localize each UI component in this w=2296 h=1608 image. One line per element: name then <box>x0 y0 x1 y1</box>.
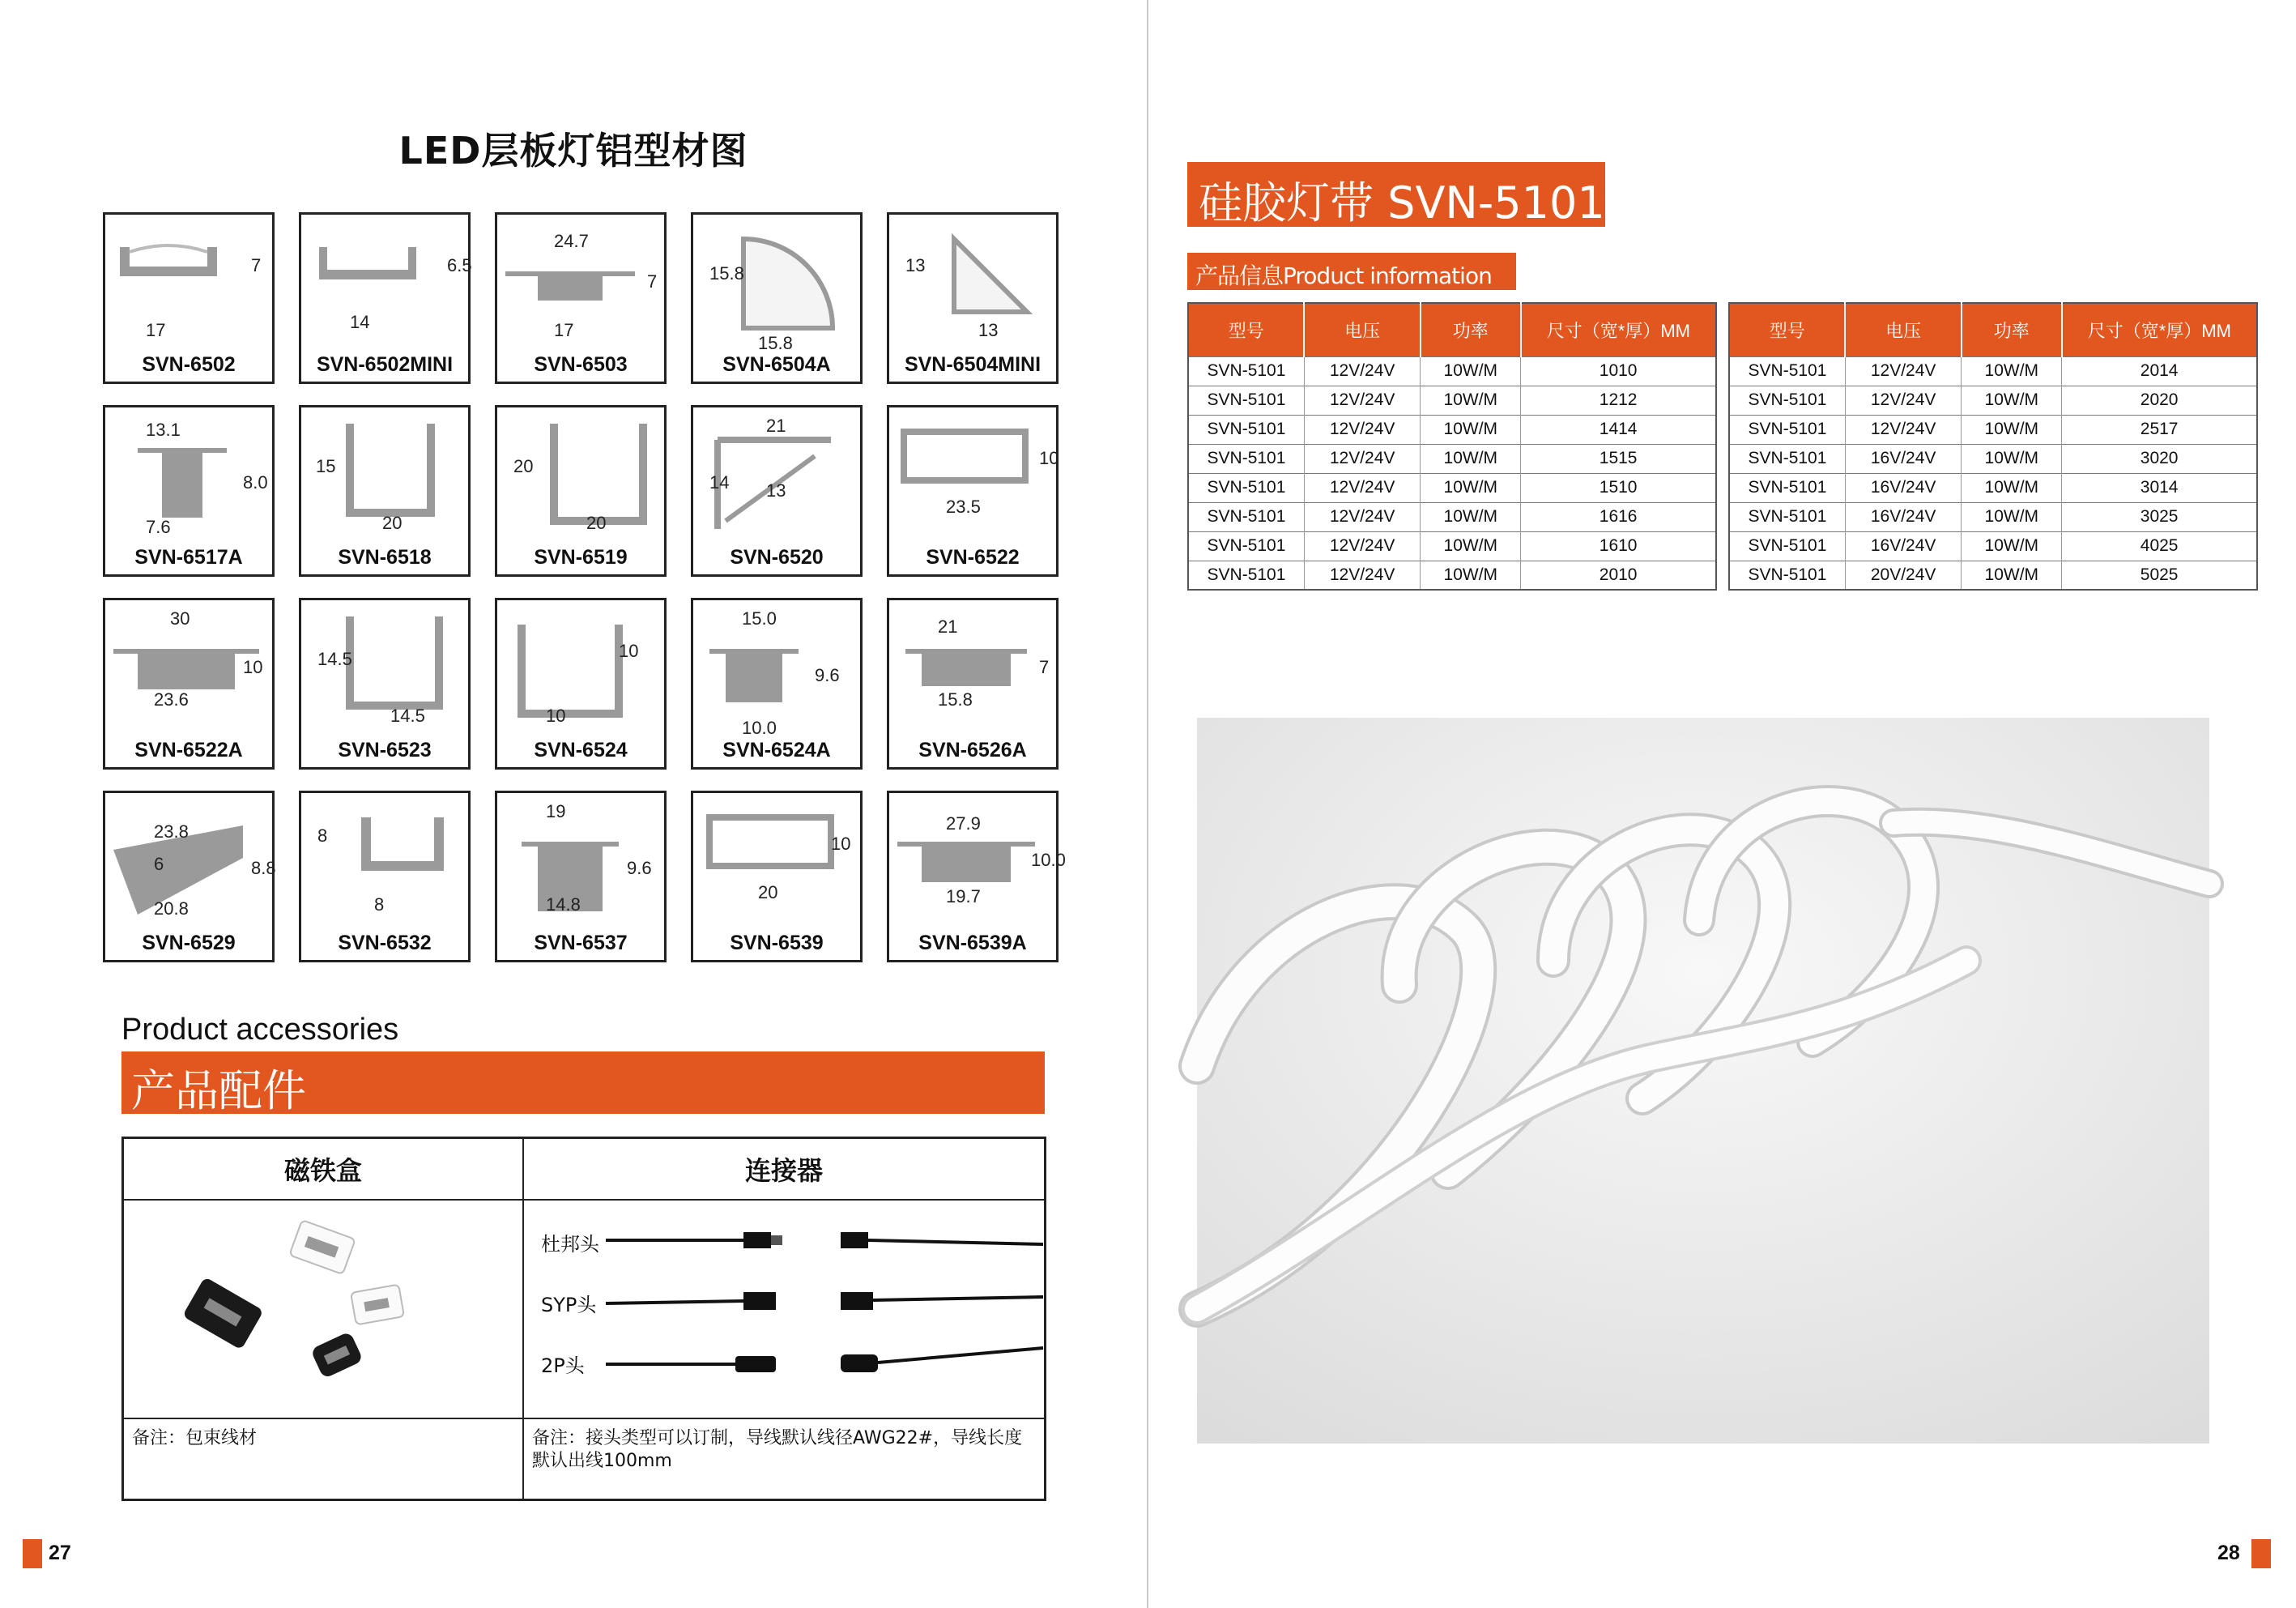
profile-name: SVN-6518 <box>338 546 432 569</box>
table-cell: 10W/M <box>1421 415 1521 444</box>
table-cell: 10W/M <box>1421 502 1521 531</box>
profile-name: SVN-6522A <box>134 739 243 761</box>
dimension-label: 14 <box>350 312 370 332</box>
dimension-label: 15.8 <box>709 263 744 284</box>
table-cell: 12V/24V <box>1845 386 1961 415</box>
connector-note-line2: 默认出线100mm <box>532 1451 672 1471</box>
table-cell: 12V/24V <box>1304 415 1420 444</box>
table-cell: 3025 <box>2062 502 2257 531</box>
dimension-label: 9.6 <box>815 665 840 685</box>
profile-name: SVN-6532 <box>338 932 432 954</box>
spec-header-cell: 尺寸（宽*厚）MM <box>2062 303 2257 356</box>
spec-table-left <box>1187 302 1717 591</box>
profile-cell <box>495 405 667 577</box>
accessories-title-bar <box>121 1051 1045 1114</box>
connector-label: 杜邦头 <box>541 1233 599 1256</box>
table-cell: SVN-5101 <box>1188 531 1304 561</box>
dimension-label: 14.8 <box>546 894 581 915</box>
profile-cell <box>103 598 275 770</box>
spec-header-cell: 尺寸（宽*厚）MM <box>1521 303 1716 356</box>
dimension-label: 10 <box>831 834 851 854</box>
spec-table-right <box>1728 302 2258 591</box>
table-row <box>1188 531 1716 561</box>
table-cell: SVN-5101 <box>1188 356 1304 386</box>
table-row <box>1188 415 1716 444</box>
table-row <box>1729 502 2257 531</box>
dimension-label: 8 <box>374 894 385 915</box>
table-cell: 10W/M <box>1421 356 1521 386</box>
table-cell: 1212 <box>1521 386 1716 415</box>
table-row <box>1729 473 2257 502</box>
table-cell: 1616 <box>1521 502 1716 531</box>
table-row <box>1188 386 1716 415</box>
table-row <box>1188 561 1716 590</box>
table-cell: 5025 <box>2062 561 2257 590</box>
table-row <box>1729 561 2257 590</box>
profile-name: SVN-6504A <box>722 353 831 376</box>
profile-cell <box>299 791 471 962</box>
spec-header-cell: 功率 <box>1421 303 1521 356</box>
table-row <box>1729 386 2257 415</box>
product-title-bar <box>1187 162 1605 227</box>
dimension-label: 9.6 <box>627 858 652 878</box>
product-info-title: 产品信息Product information <box>1195 262 1492 289</box>
profile-name: SVN-6524A <box>722 739 831 761</box>
table-cell: 12V/24V <box>1304 386 1420 415</box>
table-cell: SVN-5101 <box>1188 502 1304 531</box>
table-cell: 12V/24V <box>1304 502 1420 531</box>
connector-label: SYP头 <box>541 1294 597 1316</box>
profile-name: SVN-6502 <box>142 353 236 376</box>
dimension-label: 8.8 <box>251 858 276 878</box>
profile-cell <box>691 212 863 384</box>
table-cell: 20V/24V <box>1845 561 1961 590</box>
table-cell: 1515 <box>1521 444 1716 473</box>
page-title: LED层板灯铝型材图 <box>398 129 748 173</box>
dimension-label: 6 <box>154 854 164 874</box>
table-cell: 10W/M <box>1421 444 1521 473</box>
dimension-label: 7 <box>1039 657 1050 677</box>
dimension-label: 30 <box>170 608 190 629</box>
profile-name: SVN-6504MINI <box>904 353 1042 376</box>
table-cell: SVN-5101 <box>1188 386 1304 415</box>
magnet-box-note: 备注：包束线材 <box>132 1428 258 1448</box>
profile-cell <box>495 212 667 384</box>
table-cell: 10W/M <box>1962 356 2062 386</box>
dimension-label: 13 <box>905 255 926 275</box>
table-cell: 10W/M <box>1421 561 1521 590</box>
table-cell: 3020 <box>2062 444 2257 473</box>
dimension-label: 19 <box>546 801 566 821</box>
spec-header-row <box>1188 303 1716 356</box>
profile-cell <box>691 598 863 770</box>
spec-header-cell: 功率 <box>1962 303 2062 356</box>
dimension-label: 13 <box>766 480 786 501</box>
profile-name: SVN-6539A <box>918 932 1027 954</box>
dimension-label: 6.5 <box>447 255 472 275</box>
table-cell: 12V/24V <box>1304 356 1420 386</box>
profile-cell <box>887 212 1059 384</box>
dimension-label: 27.9 <box>946 813 981 834</box>
profile-cell <box>299 405 471 577</box>
connector-header: 连接器 <box>744 1155 823 1186</box>
table-cell: 10W/M <box>1421 473 1521 502</box>
table-row <box>1729 356 2257 386</box>
profile-name: SVN-6524 <box>534 739 628 761</box>
dimension-label: 14.5 <box>317 649 352 669</box>
connector-label: 2P头 <box>541 1354 585 1377</box>
table-cell: SVN-5101 <box>1729 415 1845 444</box>
table-cell: 10W/M <box>1962 531 2062 561</box>
table-cell: 12V/24V <box>1304 444 1420 473</box>
dimension-label: 10 <box>619 641 639 661</box>
dimension-label: 15.8 <box>938 689 973 710</box>
magnet-box-header: 磁铁盒 <box>283 1155 362 1186</box>
profile-name: SVN-6502MINI <box>316 353 454 376</box>
profile-cell <box>103 405 275 577</box>
profile-name: SVN-6519 <box>534 546 628 569</box>
profile-name: SVN-6539 <box>730 932 824 954</box>
profile-name: SVN-6537 <box>534 932 628 954</box>
profile-name: SVN-6522 <box>926 546 1020 569</box>
spec-header-cell: 电压 <box>1304 303 1420 356</box>
connector-note-line1: 备注：接头类型可以订制，导线默认线径AWG22#，导线长度 <box>532 1428 1023 1448</box>
dimension-label: 23.6 <box>154 689 189 710</box>
table-cell: 10W/M <box>1962 473 2062 502</box>
dimension-label: 20 <box>382 513 403 533</box>
dimension-label: 10 <box>243 657 263 677</box>
profile-grid <box>103 212 1066 962</box>
dimension-label: 20 <box>513 456 534 476</box>
profile-cell <box>887 791 1066 962</box>
table-cell: 16V/24V <box>1845 444 1961 473</box>
table-cell: 12V/24V <box>1845 415 1961 444</box>
table-cell: 10W/M <box>1421 531 1521 561</box>
table-row <box>1729 444 2257 473</box>
table-cell: SVN-5101 <box>1729 561 1845 590</box>
table-cell: 12V/24V <box>1304 561 1420 590</box>
table-cell: 2014 <box>2062 356 2257 386</box>
magnet-box-image <box>189 1212 432 1406</box>
table-cell: SVN-5101 <box>1729 502 1845 531</box>
spec-header-cell: 型号 <box>1729 303 1845 356</box>
dimension-label: 17 <box>146 320 166 340</box>
dimension-label: 23.8 <box>154 821 189 842</box>
dimension-label: 10 <box>1039 448 1059 468</box>
product-photo <box>1197 718 2209 1444</box>
profile-cell <box>299 212 471 384</box>
table-cell: SVN-5101 <box>1188 415 1304 444</box>
table-cell: 1510 <box>1521 473 1716 502</box>
dimension-label: 20.8 <box>154 898 189 919</box>
silicone-strip-image <box>1197 718 2209 1444</box>
dimension-label: 23.5 <box>946 497 981 517</box>
page-number: 27 <box>49 1542 71 1564</box>
table-row <box>1188 356 1716 386</box>
dimension-label: 14.5 <box>390 706 425 726</box>
table-cell: 4025 <box>2062 531 2257 561</box>
table-cell: 3014 <box>2062 473 2257 502</box>
table-cell: 12V/24V <box>1304 473 1420 502</box>
dimension-label: 15.8 <box>758 333 793 353</box>
page-number-marker <box>2251 1539 2271 1568</box>
profile-name: SVN-6526A <box>918 739 1027 761</box>
profile-cell <box>495 598 667 770</box>
table-cell: 10W/M <box>1962 502 2062 531</box>
table-cell: 1610 <box>1521 531 1716 561</box>
dimension-label: 7.6 <box>146 517 171 537</box>
table-cell: 16V/24V <box>1845 531 1961 561</box>
dimension-label: 8 <box>317 825 328 846</box>
table-divider <box>124 1199 1044 1201</box>
connector-row-syp <box>541 1281 1043 1321</box>
page-number: 28 <box>2217 1542 2240 1564</box>
dimension-label: 8.0 <box>243 472 268 493</box>
table-cell: 2020 <box>2062 386 2257 415</box>
profile-cell <box>887 405 1059 577</box>
connector-row-dupont <box>541 1220 1043 1260</box>
dimension-label: 20 <box>586 513 607 533</box>
dimension-label: 13.1 <box>146 420 181 440</box>
table-cell: SVN-5101 <box>1729 531 1845 561</box>
profile-cell <box>691 405 863 577</box>
page-number-marker <box>23 1539 42 1568</box>
table-cell: 10W/M <box>1962 444 2062 473</box>
dimension-label: 13 <box>978 320 999 340</box>
table-row <box>1188 444 1716 473</box>
profile-name: SVN-6529 <box>142 932 236 954</box>
dimension-label: 10 <box>546 706 566 726</box>
accessories-title-en: Product accessories <box>121 1013 399 1047</box>
table-cell: 16V/24V <box>1845 502 1961 531</box>
table-cell: 2517 <box>2062 415 2257 444</box>
profile-name: SVN-6520 <box>730 546 824 569</box>
table-cell: 10W/M <box>1962 415 2062 444</box>
page-27 <box>0 0 1147 1608</box>
table-row <box>1188 473 1716 502</box>
table-cell: 12V/24V <box>1845 356 1961 386</box>
2p-connector-image <box>606 1341 1043 1382</box>
product-info-bar <box>1187 253 1516 290</box>
accessories-title-cn: 产品配件 <box>131 1065 306 1116</box>
spec-header-row <box>1729 303 2257 356</box>
product-title: 硅胶灯带 SVN-5101 <box>1199 177 1605 228</box>
table-row <box>1729 415 2257 444</box>
profile-cell <box>299 598 471 770</box>
table-cell: SVN-5101 <box>1729 473 1845 502</box>
table-row <box>1729 531 2257 561</box>
dimension-label: 15 <box>316 456 336 476</box>
profile-cell <box>103 212 275 384</box>
table-row <box>1188 502 1716 531</box>
profile-cell <box>103 791 275 962</box>
table-cell: SVN-5101 <box>1188 444 1304 473</box>
dimension-label: 19.7 <box>946 886 981 906</box>
dimension-label: 10.0 <box>1031 850 1066 870</box>
table-cell: 12V/24V <box>1304 531 1420 561</box>
dupont-connector-image <box>606 1220 1043 1260</box>
spec-header-cell: 型号 <box>1188 303 1304 356</box>
table-cell: SVN-5101 <box>1188 473 1304 502</box>
dimension-label: 20 <box>758 882 778 902</box>
table-cell: 2010 <box>1521 561 1716 590</box>
dimension-label: 7 <box>251 255 262 275</box>
table-cell: 10W/M <box>1421 386 1521 415</box>
profile-cell <box>887 598 1059 770</box>
dimension-label: 7 <box>647 271 658 292</box>
table-cell: 10W/M <box>1962 561 2062 590</box>
syp-connector-image <box>606 1281 1043 1321</box>
table-cell: SVN-5101 <box>1729 386 1845 415</box>
profile-cell <box>691 791 863 962</box>
dimension-label: 17 <box>554 320 574 340</box>
spec-header-cell: 电压 <box>1845 303 1961 356</box>
table-divider <box>124 1418 1044 1419</box>
table-cell: 10W/M <box>1962 386 2062 415</box>
table-cell: SVN-5101 <box>1729 356 1845 386</box>
table-cell: SVN-5101 <box>1729 444 1845 473</box>
dimension-label: 14 <box>709 472 730 493</box>
dimension-label: 24.7 <box>554 231 589 251</box>
table-cell: SVN-5101 <box>1188 561 1304 590</box>
table-cell: 1414 <box>1521 415 1716 444</box>
profile-name: SVN-6503 <box>534 353 628 376</box>
dimension-label: 21 <box>938 616 958 637</box>
connector-row-2p <box>541 1341 1043 1382</box>
profile-name: SVN-6523 <box>338 739 432 761</box>
accessories-table <box>121 1137 1046 1501</box>
table-divider <box>522 1139 524 1499</box>
table-cell: 16V/24V <box>1845 473 1961 502</box>
dimension-label: 15.0 <box>742 608 777 629</box>
dimension-label: 10.0 <box>742 718 777 738</box>
profile-cell <box>495 791 667 962</box>
dimension-label: 21 <box>766 416 786 436</box>
table-cell: 1010 <box>1521 356 1716 386</box>
profile-name: SVN-6517A <box>134 546 243 569</box>
